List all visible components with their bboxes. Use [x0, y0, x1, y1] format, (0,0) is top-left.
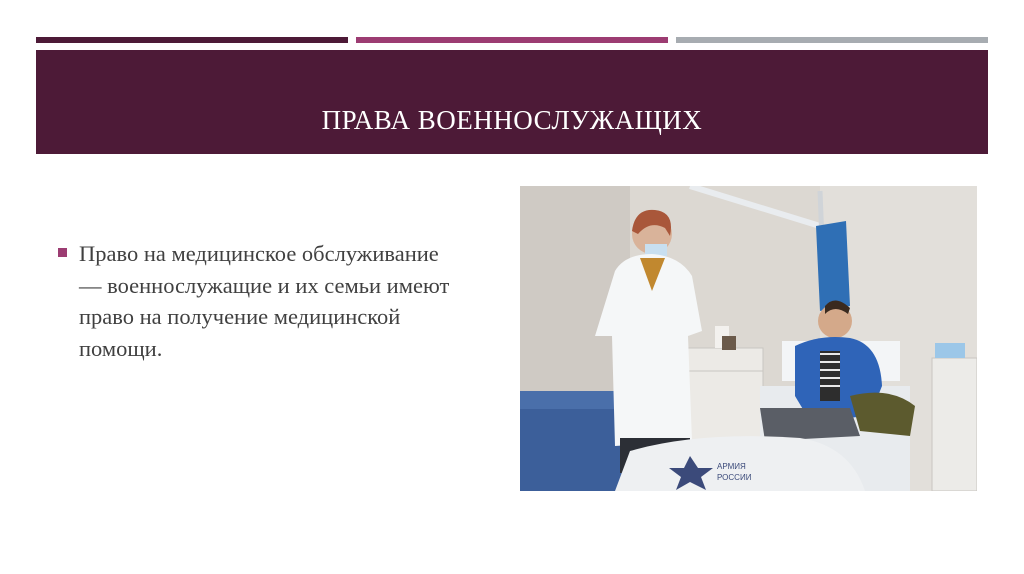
bullet-item	[58, 238, 458, 364]
blanket-logo-text-bottom: РОССИИ	[717, 473, 752, 482]
top-accent-bar-mid	[356, 37, 668, 43]
title-band	[36, 50, 988, 154]
blanket-logo-text-top: АРМИЯ	[717, 462, 746, 471]
bullet-text: Право на медицинское обслуживание — военнослужащие и их семьи имеют право на получение медицинской помощи.	[79, 241, 450, 361]
hospital-photo	[520, 186, 977, 491]
slide-title: ПРАВА ВОЕННОСЛУЖАЩИХ	[321, 104, 703, 135]
square-bullet-icon	[58, 248, 67, 257]
top-accent-bar-gray	[676, 37, 988, 43]
top-accent-bar-dark	[36, 37, 348, 43]
bullet-list	[58, 238, 458, 364]
